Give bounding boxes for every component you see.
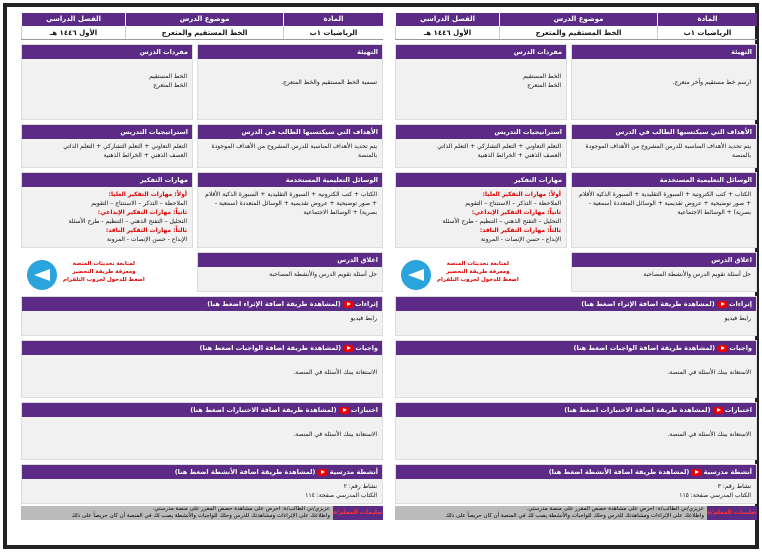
tools-box [197,172,383,248]
telegram-link[interactable] [395,252,567,292]
hw-box [21,340,383,398]
teacher-notes [395,506,757,520]
hw-link[interactable]: (لمشاهدة طريقة اضافة الواجبات اضغط هنا) [573,344,716,352]
goals-box [571,124,757,168]
vocab-box [21,44,193,120]
thinking-heading: ثالثاً: مهارات التفكير الناقد: [105,227,187,234]
vocab-title: مفردات الدرس [22,45,192,59]
activity-number: نشاط رقم: ٣ [717,483,751,490]
youtube-icon[interactable] [340,407,349,414]
hw-box [395,340,757,398]
strategies-text: التعلم التعاوني + التعلم التشاركي + التعلم الذاتي [63,143,187,150]
tests-text: الاستعانة ببنك الأسئلة في المنصة. [293,431,377,438]
thinking-text: التحليل – التفتح الذهني – التنظيم - طرح الأسئلة [442,218,561,225]
topic-value: الخط المستقيم والمتعرج [125,26,283,39]
strategies-text: العصف الذهني + الخرائط الذهنية [103,152,187,159]
enrich-box [21,296,383,336]
closing-text: حل أسئلة تقويم الدرس والأنشطة المصاحبة [643,271,751,278]
activities-link[interactable]: (لمشاهدة طريقة اضافة الأنشطة اضغط هنا) [174,468,316,476]
topic-label: موضوع الدرس [499,13,657,26]
enrich-title: إثراءات [728,300,752,308]
hw-link[interactable]: (لمشاهدة طريقة اضافة الواجبات اضغط هنا) [199,344,342,352]
hw-title: واجبات [729,344,752,352]
thinking-title: مهارات التفكير [22,173,192,187]
notes-text: عزيزي/تي الطالب/ة: احرص على مشاهدة حصص المقرر على منصة مدرستي. [526,506,704,512]
notes-text: عزيزي/تي الطالب/ة: احرص على مشاهدة حصص المقرر على منصة مدرستي. [152,506,330,512]
intro-box [571,44,757,120]
hw-text: الاستعانة ببنك الأسئلة في المنصة. [293,369,377,376]
youtube-icon[interactable] [344,301,353,308]
telegram-text: ومعرفة طريقة التحضير [446,269,510,275]
thinking-text: الملاحظة – التذكر – الاستنتاج – التقويم [91,200,187,207]
enrich-text: رابط فيديو [350,315,377,322]
term-label: الفصل الدراسي [21,13,125,26]
strategies-text: العصف الذهني + الخرائط الذهنية [477,152,561,159]
enrich-link[interactable]: (لمشاهدة طريقة اضافة الإثراء اضغط هنا) [581,300,715,308]
activities-title: أنشطة مدرسية [329,468,378,476]
goals-title: الأهداف التي سيكتسبها الطالب في الدرس [572,125,756,139]
youtube-icon[interactable] [692,469,701,476]
youtube-icon[interactable] [718,301,727,308]
activity-page: الكتاب المدرسي صفحة: ١١٥ [679,492,751,499]
vocab-title: مفردات الدرس [396,45,566,59]
youtube-icon[interactable] [344,345,353,352]
tests-box [21,402,383,460]
enrich-text: رابط فيديو [724,315,751,322]
youtube-icon[interactable] [714,407,723,414]
activities-title: أنشطة مدرسية [703,468,752,476]
thinking-title: مهارات التفكير [396,173,566,187]
term-value: الأول ١٤٤٦ هـ [395,26,499,39]
tests-link[interactable]: (لمشاهدة طريقة اضافة الاختبارات اضغط هنا) [190,406,337,414]
tests-title: اختبارات [724,406,752,414]
tests-text: الاستعانة ببنك الأسئلة في المنصة. [667,431,751,438]
telegram-link[interactable] [21,252,193,292]
vocab-item: الخط المتعرج [153,82,187,89]
telegram-icon[interactable] [27,260,57,290]
closing-box [571,252,757,292]
subject-label: المادة [283,13,383,26]
tests-title: اختبارات [350,406,378,414]
tools-text: الكتاب + كتب الكترونية + السبورة التقليدية + السبورة الذكية الأقلام + صور توضيحية + عروض تقديمية + الوسائل المتعددة (سمعية - بصرية) + الوسائط الاجتماعية [205,191,377,216]
intro-text: تسمية الخط المستقيم والخط المتعرج. [281,79,377,86]
strategies-box [395,124,567,168]
vocab-item: الخط المستقيم [523,73,561,80]
subject-value: الرياضيات ١ب [283,26,383,39]
tools-text: الكتاب + كتب الكترونية + السبورة التقليدية + السبورة الذكية الأقلام + صور توضيحية + عروض تقديمية + الوسائل المتعددة (سمعية - بصرية) + الوسائط الاجتماعية [579,191,751,216]
vocab-item: الخط المستقيم [149,73,187,80]
thinking-heading: أولاً: مهارات التفكير العليا: [482,191,561,198]
thinking-box [395,172,567,248]
goals-title: الأهداف التي سيكتسبها الطالب في الدرس [198,125,382,139]
tools-title: الوسائل التعليمية المستخدمة [572,173,756,187]
hw-title: واجبات [355,344,378,352]
thinking-box [21,172,193,248]
enrich-link[interactable]: (لمشاهدة طريقة اضافة الإثراء اضغط هنا) [207,300,341,308]
thinking-text: الإبداع - حسن الإنصات - المرونة [480,236,561,243]
strategies-title: استراتيجيات التدريس [22,125,192,139]
tools-title: الوسائل التعليمية المستخدمة [198,173,382,187]
telegram-text: ومعرفة طريقة التحضير [72,269,136,275]
strategies-box [21,124,193,168]
tools-box [571,172,757,248]
term-label: الفصل الدراسي [395,13,499,26]
thinking-heading: ثانياً: مهارات التفكير الإبداعي: [97,209,187,216]
hw-text: الاستعانة ببنك الأسئلة في المنصة. [667,369,751,376]
goals-text: يتم تحديد الأهداف المناسبة للدرس المشروح من الأهداف الموجودة بالمنصة [585,143,751,159]
notes-label: تعليمات المعلم/ة [707,506,757,520]
vocab-item: الخط المتعرج [527,82,561,89]
subject-value: الرياضيات ١ب [657,26,757,39]
term-value: الأول ١٤٤٦ هـ [21,26,125,39]
thinking-heading: ثالثاً: مهارات التفكير الناقد: [479,227,561,234]
activities-link[interactable]: (لمشاهدة طريقة اضافة الأنشطة اضغط هنا) [548,468,690,476]
enrich-title: إثراءات [354,300,378,308]
thinking-heading: أولاً: مهارات التفكير العليا: [108,191,187,198]
teacher-notes [21,506,383,520]
closing-text: حل أسئلة تقويم الدرس والأنشطة المصاحبة [269,271,377,278]
tests-link[interactable]: (لمشاهدة طريقة اضافة الاختبارات اضغط هنا) [564,406,711,414]
activities-box [395,464,757,504]
strategies-text: التعلم التعاوني + التعلم التشاركي + التعلم الذاتي [437,143,561,150]
thinking-text: التحليل – التفتح الذهني – التنظيم - طرح الأسئلة [68,218,187,225]
thinking-text: الملاحظة – التذكر – الاستنتاج – التقويم [465,200,561,207]
thinking-text: الإبداع - حسن الإنصات - المرونة [106,236,187,243]
tests-box [395,402,757,460]
telegram-text: اضغط للدخول لجروب التلقرام [437,277,519,283]
activities-box [21,464,383,504]
telegram-text: لمتابعة تحديثات المنصة [72,261,135,267]
telegram-text: لمتابعة تحديثات المنصة [446,261,509,267]
telegram-icon[interactable] [401,260,431,290]
lesson-plan-right [395,13,757,545]
notes-text: واطلاعك على الإثراءات ومشاهدتك للدرس وحلك للواجبات والأنشطة يصب لك في المنصة أن كان حريصاً على ذلك [445,513,704,519]
intro-box [197,44,383,120]
activity-page: الكتاب المدرسي صفحة: ١١٤ [305,492,377,499]
subject-label: المادة [657,13,757,26]
intro-title: التهيئة [198,45,382,59]
topic-value: الخط المستقيم والمتعرج [499,26,657,39]
intro-title: التهيئة [572,45,756,59]
notes-label: تعليمات المعلم/ة [333,506,383,520]
telegram-text: اضغط للدخول لجروب التلقرام [63,277,145,283]
enrich-box [395,296,757,336]
strategies-title: استراتيجيات التدريس [396,125,566,139]
intro-text: ارسم خط مستقيم وآخر متعرج. [672,79,751,86]
goals-box [197,124,383,168]
youtube-icon[interactable] [718,345,727,352]
notes-text: واطلاعك على الإثراءات ومشاهدتك للدرس وحلك للواجبات والأنشطة يصب لك في المنصة أن كان حريصاً على ذلك [71,513,330,519]
lesson-plan-left [21,13,383,545]
closing-title: اغلاق الدرس [198,253,382,267]
topic-label: موضوع الدرس [125,13,283,26]
goals-text: يتم تحديد الأهداف المناسبة للدرس المشروح من الأهداف الموجودة بالمنصة [211,143,377,159]
vocab-box [395,44,567,120]
youtube-icon[interactable] [318,469,327,476]
thinking-heading: ثانياً: مهارات التفكير الإبداعي: [471,209,561,216]
closing-title: اغلاق الدرس [572,253,756,267]
document-frame [3,3,759,549]
activity-number: نشاط رقم: ٢ [343,483,377,490]
closing-box [197,252,383,292]
